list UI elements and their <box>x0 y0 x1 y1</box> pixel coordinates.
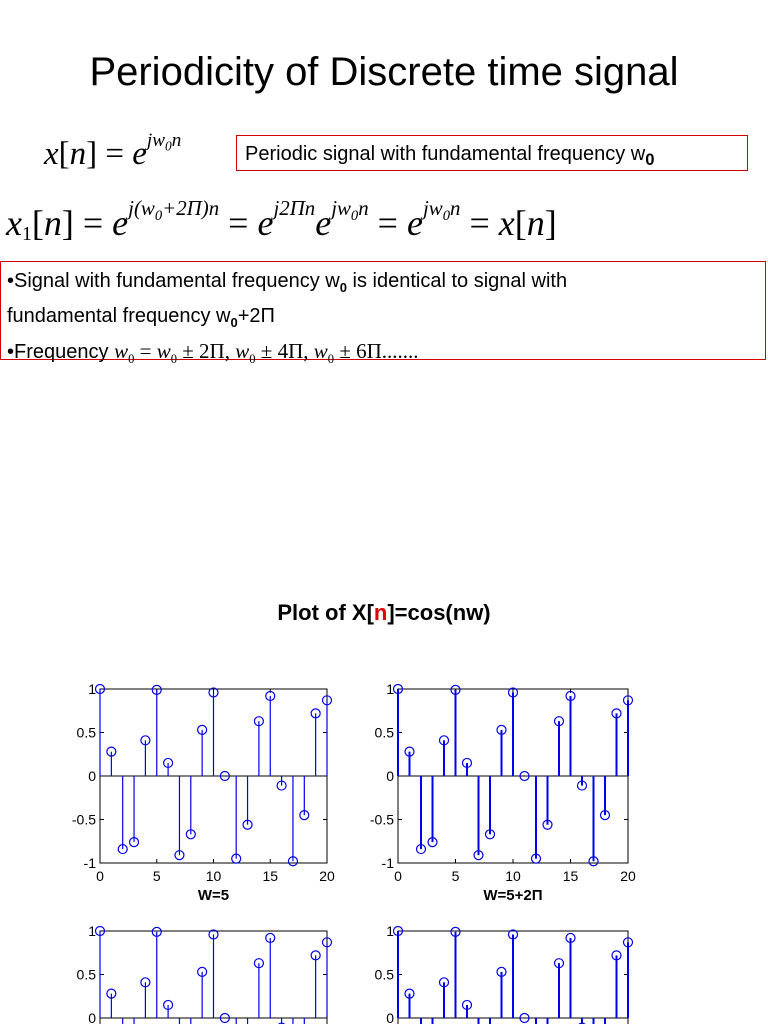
y-tick-label: 1 <box>386 923 394 939</box>
stem-plots <box>0 660 768 1024</box>
frequency-equation: $w_0 = w_0 \pm 2\Pi$, $w_0 \pm 4\Pi$, $w_0 \pm 6\Pi$....... <box>114 339 419 367</box>
periodic-signal-note <box>236 135 748 171</box>
y-tick-label: 0.5 <box>76 966 96 983</box>
plot-heading-n: n <box>373 600 388 625</box>
x-tick-label: 15 <box>262 868 279 884</box>
y-tick-label: 0 <box>386 1010 394 1024</box>
y-tick-label: -1 <box>381 855 394 871</box>
y-tick-label: 0.5 <box>76 724 96 741</box>
x-axis-label: W=5 <box>197 887 230 904</box>
note-line-2 <box>7 302 759 337</box>
y-tick-label: 0.5 <box>374 966 394 983</box>
x-tick-label: 10 <box>205 868 222 884</box>
note-line-1 <box>7 267 759 302</box>
x-tick-label: 0 <box>394 868 402 884</box>
note-line-2-a: fundamental frequency w <box>7 305 231 327</box>
y-tick-label: 1 <box>88 681 96 697</box>
y-tick-label: 0 <box>88 1010 96 1024</box>
y-tick-label: -1 <box>83 855 96 871</box>
x-tick-label: 10 <box>505 868 521 884</box>
page-title: Periodicity of Discrete time signal <box>89 50 679 94</box>
x-tick-label: 20 <box>620 868 636 884</box>
plot-heading-suffix: =cos(nw) <box>394 600 491 625</box>
note-line-1-b: is identical to signal with <box>346 270 568 292</box>
periodic-signal-text: Periodic signal with fundamental frequency w <box>245 143 646 165</box>
y-tick-label: 0 <box>386 768 394 784</box>
x-tick-label: 20 <box>319 868 335 884</box>
periodic-equation: $x[n] = e^{jw_0n}$ <box>44 130 182 173</box>
w0-subscript: 0 <box>645 150 655 169</box>
note-line-1-a: •Signal with fundamental frequency w <box>7 270 340 292</box>
plot-heading <box>0 600 768 626</box>
shift-equation: $x_1[n] = e^{j(w_0+2\Pi)n} = e^{j2\Pi n}e^{jw_0n} = e^{jw_0n} = x[n]$ <box>6 196 557 245</box>
x-tick-label: 5 <box>152 868 161 884</box>
plot-heading-bracket-close: ] <box>387 600 395 625</box>
y-tick-label: -0.5 <box>71 811 96 828</box>
frequency-note-box <box>0 261 766 367</box>
note-line-3 <box>7 337 759 374</box>
y-tick-label: 0.5 <box>374 724 394 741</box>
y-tick-label: 1 <box>88 923 96 939</box>
x-axis-label: W=5+2Π <box>483 887 543 904</box>
x-tick-label: 15 <box>562 868 579 884</box>
note-line-2-sub: 0 <box>230 315 238 330</box>
y-tick-label: 1 <box>386 681 394 697</box>
y-tick-label: 0 <box>88 768 96 784</box>
note-line-2-b: +2Π <box>237 305 275 327</box>
plot-heading-prefix: Plot of X <box>277 600 367 625</box>
note-line-3-label: •Frequency <box>7 341 115 363</box>
plot-heading-bracket-open: [ <box>366 600 374 625</box>
y-tick-label: -0.5 <box>369 811 394 828</box>
note-line-1-sub: 0 <box>339 280 347 295</box>
x-tick-label: 5 <box>451 868 460 884</box>
x-tick-label: 0 <box>96 868 104 884</box>
